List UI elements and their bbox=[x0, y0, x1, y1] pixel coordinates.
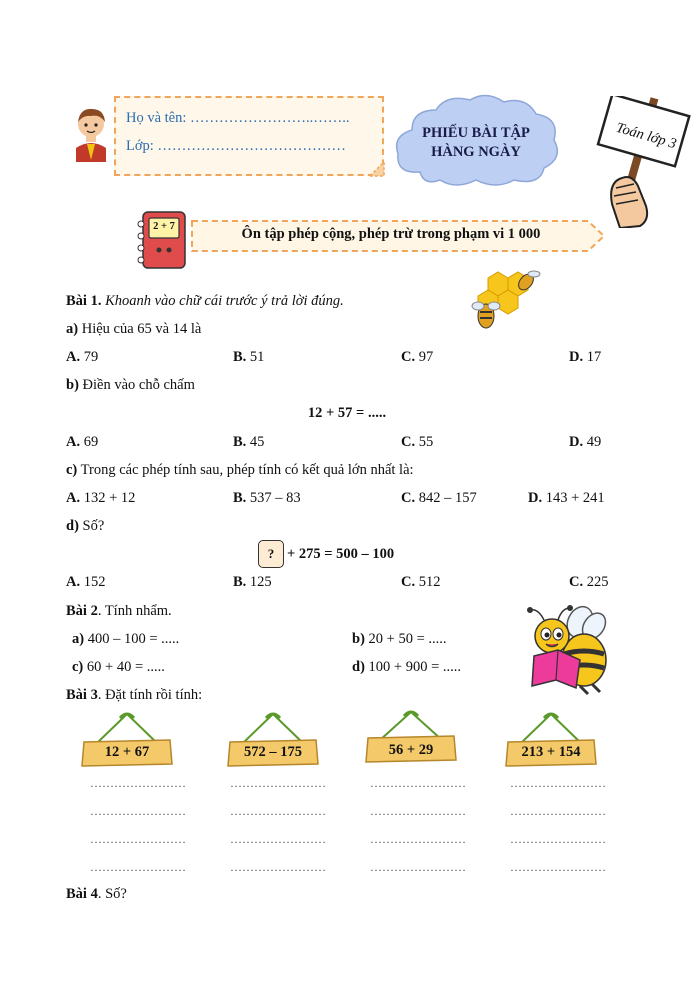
bai4-instruction: . Số? bbox=[97, 886, 127, 902]
bees-honeycomb-icon bbox=[468, 268, 542, 334]
bai2-heading bbox=[66, 603, 172, 620]
answer-line-2-2[interactable]: …………………… bbox=[230, 804, 326, 818]
plank-1-expression: 12 + 67 bbox=[104, 744, 150, 760]
plank-3 bbox=[364, 710, 458, 772]
notebook-icon bbox=[137, 210, 189, 270]
option-b-C[interactable]: C. 55 bbox=[401, 434, 434, 450]
option-b-B[interactable]: B. 45 bbox=[233, 434, 265, 450]
note-corner bbox=[370, 160, 386, 178]
answer-line-4-1[interactable]: …………………… bbox=[510, 776, 606, 790]
bai3-title: Bài 3 bbox=[66, 687, 98, 703]
question-a-text: Hiệu của 65 và 14 là bbox=[81, 321, 202, 337]
option-c-D[interactable]: D. 143 + 241 bbox=[528, 490, 605, 506]
name-field[interactable]: Họ và tên: ……………………..…….. bbox=[126, 110, 350, 126]
question-b bbox=[66, 377, 195, 394]
answer-line-2-1[interactable]: …………………… bbox=[230, 776, 326, 790]
option-b-A[interactable]: A. 69 bbox=[66, 434, 99, 450]
sign-text: Toán lớp 3 bbox=[614, 119, 679, 153]
answer-line-3-4[interactable]: …………………… bbox=[370, 860, 466, 874]
question-d-text: Số? bbox=[82, 518, 105, 534]
class-field[interactable]: Lớp: ………………………………… bbox=[126, 138, 346, 154]
question-d bbox=[66, 518, 104, 535]
sign-with-hand bbox=[590, 96, 694, 228]
student-info-box bbox=[114, 96, 384, 176]
option-d-B[interactable]: B. 125 bbox=[233, 574, 272, 590]
reading-bee-icon bbox=[518, 604, 614, 696]
answer-line-3-2[interactable]: …………………… bbox=[370, 804, 466, 818]
bai3-heading bbox=[66, 687, 202, 704]
bai4-title: Bài 4 bbox=[66, 886, 98, 902]
plank-2 bbox=[226, 712, 320, 774]
answer-line-1-3[interactable]: …………………… bbox=[90, 832, 186, 846]
question-c-label: c) bbox=[66, 462, 78, 478]
option-c-C[interactable]: C. 842 – 157 bbox=[401, 490, 477, 506]
notebook-label: 2 + 7 bbox=[153, 221, 175, 232]
question-a-label: a) bbox=[66, 321, 79, 337]
unknown-number-box[interactable]: ? bbox=[258, 540, 284, 568]
bai4-heading bbox=[66, 886, 127, 903]
option-d-C[interactable]: C. 512 bbox=[401, 574, 441, 590]
answer-line-4-3[interactable]: …………………… bbox=[510, 832, 606, 846]
bai2-title: Bài 2 bbox=[66, 603, 98, 619]
answer-line-2-4[interactable]: …………………… bbox=[230, 860, 326, 874]
bai2-instruction: . Tính nhẩm. bbox=[97, 603, 172, 619]
answer-line-1-4[interactable]: …………………… bbox=[90, 860, 186, 874]
option-a-D[interactable]: D. 17 bbox=[569, 349, 602, 365]
option-a-C[interactable]: C. 97 bbox=[401, 349, 434, 365]
answer-line-1-1[interactable]: …………………… bbox=[90, 776, 186, 790]
question-b-text: Điền vào chỗ chấm bbox=[82, 377, 195, 393]
bai2-item-d[interactable]: d) 100 + 900 = ..... bbox=[352, 659, 462, 675]
answer-line-4-4[interactable]: …………………… bbox=[510, 860, 606, 874]
option-c-B[interactable]: B. 537 – 83 bbox=[233, 490, 301, 506]
plank-4-expression: 213 + 154 bbox=[521, 744, 581, 760]
answer-line-3-3[interactable]: …………………… bbox=[370, 832, 466, 846]
option-d-A[interactable]: A. 152 bbox=[66, 574, 106, 590]
question-d-expression: + 275 = 500 – 100 bbox=[287, 546, 395, 562]
option-a-A[interactable]: A. 79 bbox=[66, 349, 99, 365]
answer-line-2-3[interactable]: …………………… bbox=[230, 832, 326, 846]
plank-4 bbox=[504, 712, 598, 774]
answer-line-4-2[interactable]: …………………… bbox=[510, 804, 606, 818]
option-b-D[interactable]: D. 49 bbox=[569, 434, 602, 450]
bai1-heading bbox=[66, 293, 344, 310]
question-b-expression: 12 + 57 = ..... bbox=[307, 405, 387, 421]
question-b-label: b) bbox=[66, 377, 79, 393]
question-c-text: Trong các phép tính sau, phép tính có kết quả lớn nhất là: bbox=[80, 462, 414, 478]
option-c-A[interactable]: A. 132 + 12 bbox=[66, 490, 136, 506]
plank-2-expression: 572 – 175 bbox=[244, 744, 302, 760]
worksheet-title: PHIẾU BÀI TẬP HÀNG NGÀY bbox=[422, 125, 530, 160]
bai1-title: Bài 1. bbox=[66, 293, 102, 309]
answer-line-3-1[interactable]: …………………… bbox=[370, 776, 466, 790]
bai1-instruction: Khoanh vào chữ cái trước ý trả lời đúng. bbox=[105, 293, 344, 309]
bai3-instruction: . Đặt tính rồi tính: bbox=[97, 687, 203, 703]
plank-3-expression: 56 + 29 bbox=[388, 742, 434, 758]
topic-title: Ôn tập phép cộng, phép trừ trong phạm vi 1 000 bbox=[241, 226, 541, 242]
option-a-B[interactable]: B. 51 bbox=[233, 349, 265, 365]
bai2-item-b[interactable]: b) 20 + 50 = ..... bbox=[352, 631, 447, 647]
student-avatar bbox=[70, 104, 112, 162]
question-c bbox=[66, 462, 414, 479]
question-a bbox=[66, 321, 201, 338]
bai2-item-a[interactable]: a) 400 – 100 = ..... bbox=[72, 631, 180, 647]
plank-1 bbox=[80, 712, 174, 774]
bai2-item-c[interactable]: c) 60 + 40 = ..... bbox=[72, 659, 165, 675]
option-d-C2[interactable]: C. 225 bbox=[569, 574, 609, 590]
question-d-label: d) bbox=[66, 518, 79, 534]
answer-line-1-2[interactable]: …………………… bbox=[90, 804, 186, 818]
